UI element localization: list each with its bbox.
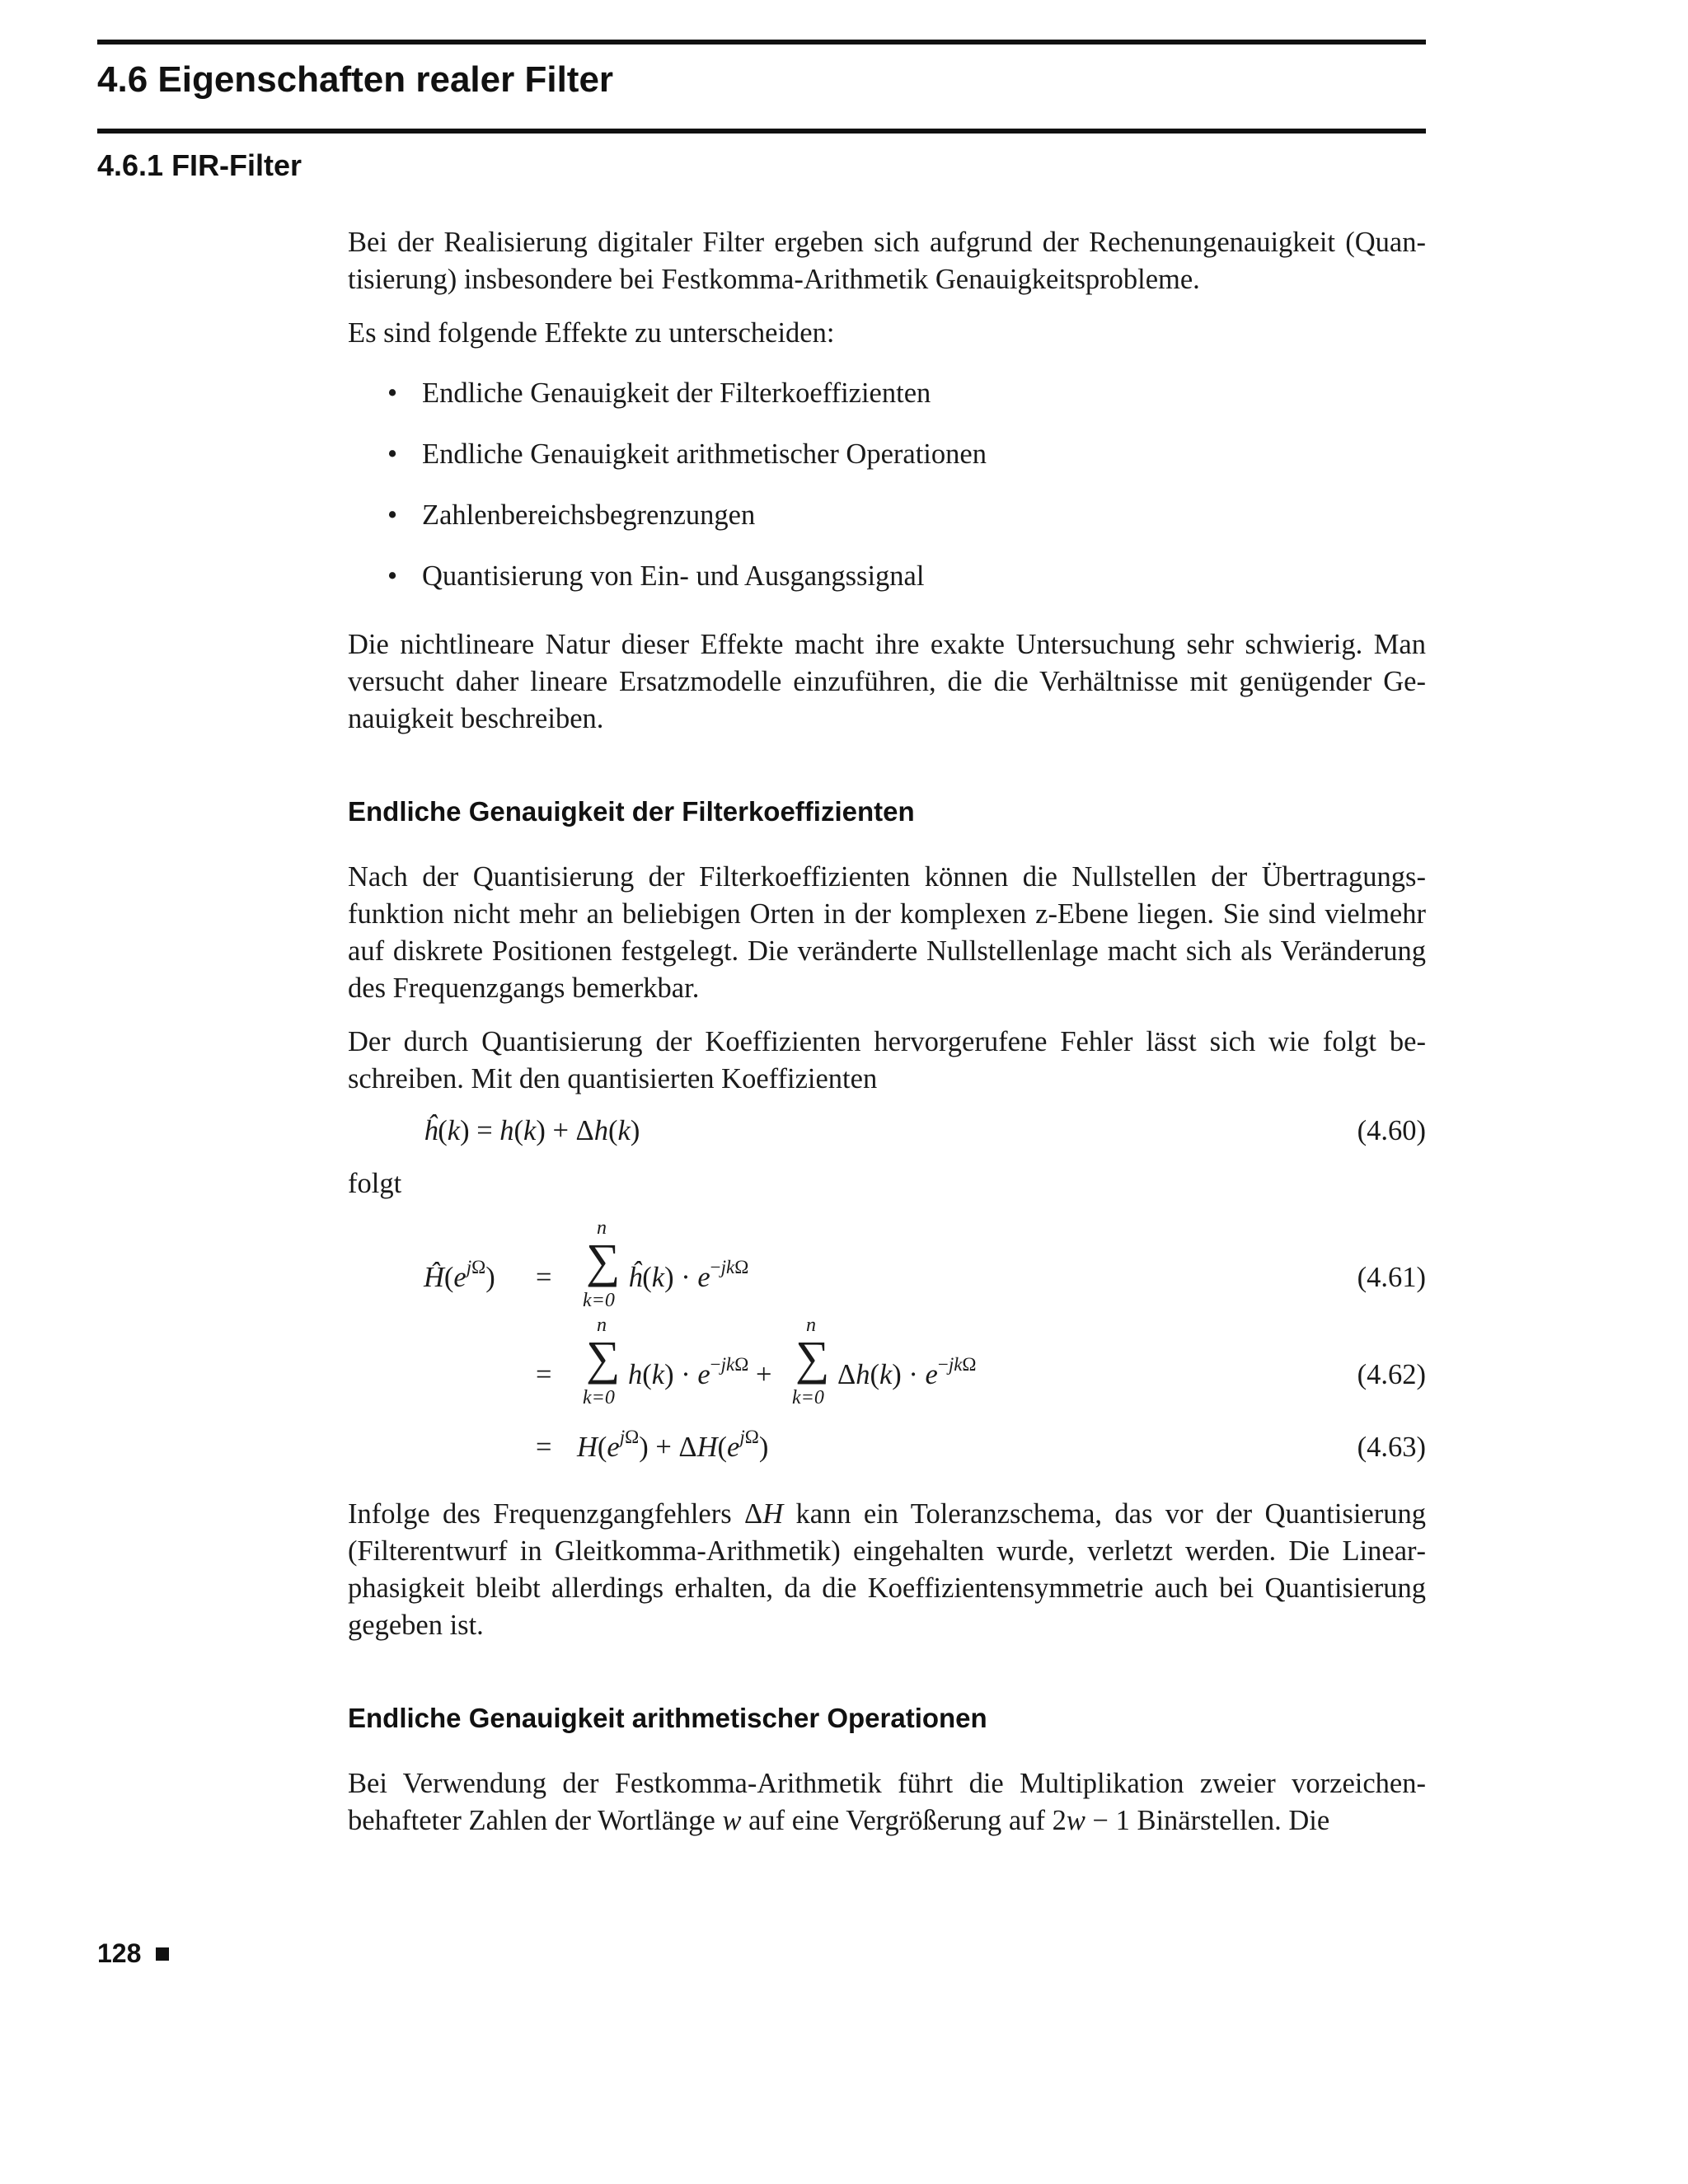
section-title: 4.6 Eigenschaften realer Filter: [97, 59, 614, 100]
list-item: • Zahlenbereichsbegrenzungen: [348, 497, 1426, 534]
section-rule: [97, 129, 1426, 134]
top-rule: [97, 40, 1426, 45]
bullet-icon: •: [387, 438, 398, 470]
equation-number: (4.63): [1357, 1432, 1426, 1463]
tolerance-paragraph: Infolge des Frequenzgangfehlers ΔH kann ein Toleranzschema, das vor der Quantisierung (Filterentwurf in Gleitkomma-Arithmetik) eingehalten wurde, verletzt werden. Die Linearphasigkeit bleibt allerdings erhalten, da die Koeffizientensymmetrie auch bei Quantisierung gegeben ist.: [348, 1498, 1426, 1641]
sum-symbol: ∑: [586, 1234, 621, 1287]
main-content: [348, 224, 1426, 1840]
heading-arithmetic: Endliche Genauigkeit arithmetischer Operationen: [348, 1703, 987, 1733]
nonlinear-paragraph: Die nichtlineare Natur dieser Effekte macht ihre exakte Untersuchung sehr schwierig. Man versucht daher lineare Ersatzmodelle einzuführen, die die Verhältnisse mit genügender Genauigkeit beschreiben.: [348, 629, 1426, 734]
sum-symbol: ∑: [795, 1331, 830, 1385]
folgt-label: folgt: [348, 1168, 402, 1199]
error-paragraph: Der durch Quantisierung der Koeffizienten hervorgerufene Fehler lässt sich wie folgt beschreiben. Mit den quantisierten Koeffizienten: [348, 1026, 1426, 1094]
equations-4-61-to-4-63: $Ĥ(e^{j\Omega})$ = n ∑ k=0 ĥ(k) · $e^{-jk\Omega}$ (4.61) = n ∑ k=0 $h(k) \cdot e^{-jk\Omega}$ + n ∑ k=0 $\Delta h(k) \cdot e^{-jk\Omega}$ (4.62) = $H(e^{j\Omega}) + \Delta H(e^{j\Omega})$ (4.63): [424, 1217, 1426, 1463]
page-footer: [97, 1938, 169, 1969]
equation-number: (4.60): [1357, 1115, 1426, 1146]
lhs-h-hat: $Ĥ(e^{j\Omega})$: [424, 1257, 495, 1293]
bullet-icon: •: [387, 560, 398, 592]
quantization-paragraph: Nach der Quantisierung der Filterkoeffizienten können die Nullstellen der Übertragungsfunktion nicht mehr an beliebigen Orten in der komplexen z-Ebene liegen. Sie sind vielmehr auf diskrete Positionen festgelegt. Die veränderte Nullstellenlage macht sich als Veränderung des Frequenzgangs bemerkbar.: [348, 861, 1426, 1004]
equation-expression: ĥ(k) = h(k) + Δh(k): [424, 1115, 640, 1146]
bullet-icon: •: [387, 377, 398, 409]
intro-paragraph: Bei der Realisierung digitaler Filter ergeben sich aufgrund der Rechenungenauigkeit (Quantisierung) insbesondere bei Festkomma-Arithmetik Genauigkeitsprobleme.: [348, 227, 1426, 295]
sum-symbol: ∑: [586, 1331, 621, 1385]
bullet-icon: •: [387, 499, 398, 531]
list-item: • Endliche Genauigkeit arithmetischer Operationen: [348, 436, 1426, 473]
effects-list: [348, 375, 1426, 595]
multiplication-paragraph: Bei Verwendung der Festkomma-Arithmetik führt die Multiplikation zweier vorzeichenbehafteter Zahlen der Wortlänge w auf eine Vergrößerung auf 2w − 1 Binärstellen. Die: [348, 1768, 1426, 1836]
list-item: • Endliche Genauigkeit der Filterkoeffizienten: [348, 375, 1426, 412]
page-number: 128: [97, 1938, 142, 1968]
equation-number: (4.61): [1357, 1262, 1426, 1293]
subsection-title: 4.6.1 FIR-Filter: [97, 148, 302, 182]
square-marker-icon: [156, 1947, 169, 1961]
equation-4-60: [348, 1106, 1426, 1155]
list-item: • Quantisierung von Ein- und Ausgangssignal: [348, 558, 1426, 595]
intro-effects-lead: Es sind folgende Effekte zu unterscheiden:: [348, 317, 835, 349]
equation-number: (4.62): [1357, 1359, 1426, 1390]
heading-coefficients: Endliche Genauigkeit der Filterkoeffizienten: [348, 796, 915, 827]
